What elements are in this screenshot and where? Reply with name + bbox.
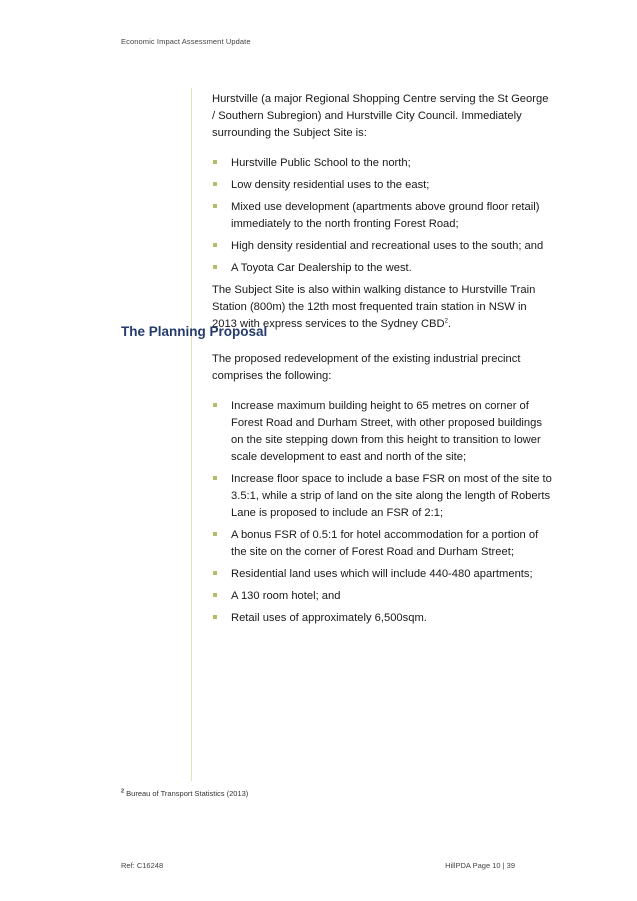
bullet-square-icon xyxy=(213,160,217,164)
train-station-end: . xyxy=(447,318,452,330)
planning-proposal-intro: The proposed redevelopment of the existing industrial precinct comprises the following: xyxy=(212,353,521,382)
bullet-square-icon xyxy=(213,476,217,480)
site-context-block xyxy=(212,91,552,333)
list-item-text: Low density residential uses to the east; xyxy=(231,179,430,191)
bullet-square-icon xyxy=(213,593,217,597)
list-item xyxy=(212,588,552,605)
list-item-text: Increase maximum building height to 65 metres on corner of Forest Road and Durham Street, with other proposed buildings on the site stepping down from this height to transition to lower scale development to east and north of the site; xyxy=(231,400,542,463)
bullet-square-icon xyxy=(213,243,217,247)
list-item xyxy=(212,177,552,194)
list-item xyxy=(212,527,552,561)
footnote-number: 2 xyxy=(121,788,125,795)
proposal-items-list xyxy=(212,398,552,627)
bullet-square-icon xyxy=(213,204,217,208)
planning-proposal-block xyxy=(212,351,552,627)
list-item xyxy=(212,471,552,522)
list-item xyxy=(212,610,552,627)
list-item-text: Retail uses of approximately 6,500sqm. xyxy=(231,612,427,624)
section-heading: The Planning Proposal xyxy=(121,324,268,339)
footer-reference: Ref: C16248 xyxy=(121,861,164,870)
bullet-square-icon xyxy=(213,403,217,407)
footnote-ref: 2 xyxy=(444,318,448,325)
bullet-square-icon xyxy=(213,571,217,575)
list-item xyxy=(212,566,552,583)
list-item xyxy=(212,238,552,255)
list-item-text: A bonus FSR of 0.5:1 for hotel accommodation for a portion of the site on the corner of Forest Road and Durham Street; xyxy=(231,529,539,558)
site-context-intro: Hurstville (a major Regional Shopping Centre serving the St George / Southern Subregion) and Hurstville City Council. Immediately surrounding the Subject Site is: xyxy=(212,93,549,139)
list-item xyxy=(212,260,552,277)
list-item xyxy=(212,199,552,233)
bullet-square-icon xyxy=(213,265,217,269)
list-item xyxy=(212,398,552,466)
footnote xyxy=(121,789,248,798)
list-item-text: Mixed use development (apartments above ground floor retail) immediately to the north fronting Forest Road; xyxy=(231,201,540,230)
margin-rule xyxy=(191,88,192,781)
list-item-text: Residential land uses which will include 440-480 apartments; xyxy=(231,568,533,580)
surrounding-uses-list xyxy=(212,155,552,277)
footnote-text: Bureau of Transport Statistics (2013) xyxy=(126,789,249,798)
bullet-square-icon xyxy=(213,615,217,619)
list-item-text: A Toyota Car Dealership to the west. xyxy=(231,262,412,274)
list-item-text: A 130 room hotel; and xyxy=(231,590,341,602)
bullet-square-icon xyxy=(213,532,217,536)
list-item-text: Increase floor space to include a base FSR on most of the site to 3.5:1, while a strip of land on the site along the length of Roberts Lane is proposed to include an FSR of 2:1; xyxy=(231,473,552,519)
list-item-text: High density residential and recreational uses to the south; and xyxy=(231,240,544,252)
running-header: Economic Impact Assessment Update xyxy=(121,37,251,46)
bullet-square-icon xyxy=(213,182,217,186)
footer-page-number: HillPDA Page 10 | 39 xyxy=(445,861,515,870)
list-item-text: Hurstville Public School to the north; xyxy=(231,157,411,169)
train-station-text: The Subject Site is also within walking distance to Hurstville Train Station (800m) the 12th most frequented train station in NSW in 2013 with express services to the Sydney CBD xyxy=(212,284,536,330)
list-item xyxy=(212,155,552,172)
